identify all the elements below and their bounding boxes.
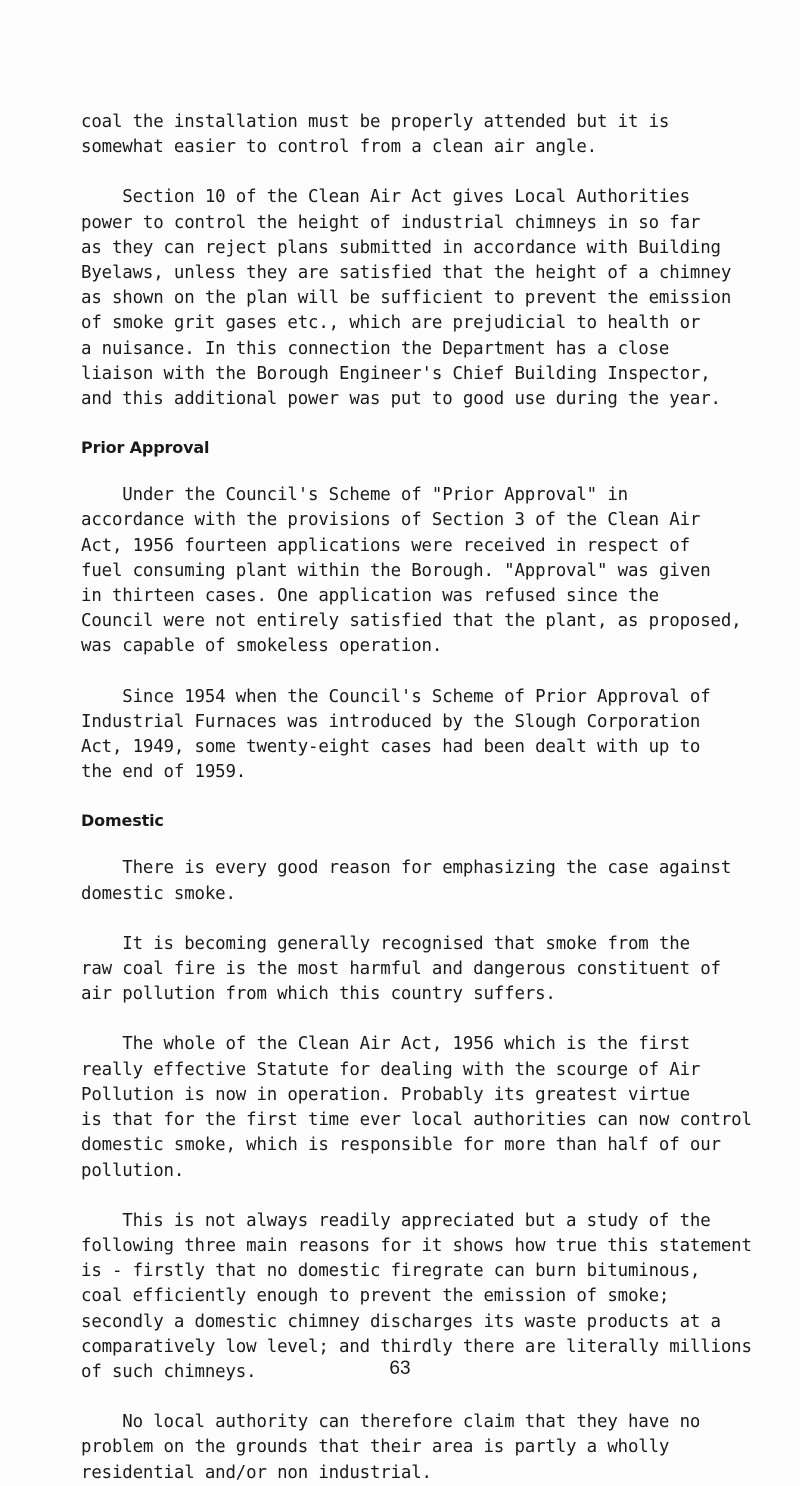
text-line: following three main reasons for it shows how true this statement: [81, 1235, 752, 1256]
text-line: air pollution from which this country suffers.: [81, 984, 556, 1005]
text-line: Act, 1956 fourteen applications were received in respect of: [81, 535, 690, 556]
text-line: Section 10 of the Clean Air Act gives Local Authorities: [81, 187, 690, 208]
text-line: as shown on the plan will be sufficient to prevent the emission: [81, 288, 732, 309]
text-line: of smoke grit gases etc., which are prejudicial to health or: [81, 313, 701, 334]
text-line: Byelaws, unless they are satisfied that the height of a chimney: [81, 263, 732, 284]
text-line: in thirteen cases. One application was refused since the: [81, 586, 659, 607]
text-line: really effective Statute for dealing with the scourge of Air: [81, 1059, 701, 1080]
text-line: Since 1954 when the Council's Scheme of Prior Approval of: [81, 686, 711, 707]
text-line: Pollution is now in operation. Probably its greatest virtue: [81, 1084, 690, 1105]
text-line: power to control the height of industrial chimneys in so far: [81, 212, 701, 233]
text-line: No local authority can therefore claim that they have no: [81, 1412, 701, 1433]
paragraph-no-local-authority: [81, 1410, 786, 1486]
paragraph-whole-clean-air-act: [81, 1032, 786, 1183]
text-line: coal the installation must be properly attended but it is: [81, 112, 670, 132]
text-line: was capable of smokeless operation.: [81, 636, 443, 657]
text-line: domestic smoke.: [81, 883, 236, 904]
text-line: Council were not entirely satisfied that the plant, as proposed,: [81, 611, 742, 632]
text-line: secondly a domestic chimney discharges its waste products at a: [81, 1311, 721, 1332]
text-line: It is becoming generally recognised that smoke from the: [81, 933, 690, 954]
paragraph-coal-installation: [81, 110, 786, 160]
text-line: residential and/or non industrial.: [81, 1462, 432, 1483]
page-number: 63: [389, 1358, 411, 1379]
paragraph-since-1954: [81, 685, 786, 786]
text-line: This is not always readily appreciated but a study of the: [81, 1210, 711, 1231]
document-body: [81, 110, 786, 1486]
text-line: domestic smoke, which is responsible for more than half of our: [81, 1135, 721, 1156]
text-line: fuel consuming plant within the Borough. "Approval" was given: [81, 560, 711, 581]
heading-domestic: Domestic: [81, 811, 164, 831]
text-line: The whole of the Clean Air Act, 1956 which is the first: [81, 1034, 690, 1055]
text-line: comparatively low level; and thirdly there are literally millions: [81, 1336, 752, 1357]
text-line: Industrial Furnaces was introduced by the Slough Corporation: [81, 711, 701, 732]
text-line: pollution.: [81, 1160, 185, 1181]
text-line: of such chimneys.: [81, 1361, 257, 1382]
text-line: the end of 1959.: [81, 762, 247, 783]
text-line: somewhat easier to control from a clean air angle.: [81, 137, 598, 158]
text-line: Act, 1949, some twenty-eight cases had been dealt with up to: [81, 737, 701, 758]
text-line: There is every good reason for emphasizing the case against: [81, 858, 732, 879]
text-line: liaison with the Borough Engineer's Chief Building Inspector,: [81, 363, 711, 384]
text-line: coal efficiently enough to prevent the emission of smoke;: [81, 1286, 670, 1307]
text-line: as they can reject plans submitted in accordance with Building: [81, 237, 721, 258]
paragraph-generally-recognised: [81, 932, 786, 1008]
text-line: is - firstly that no domestic firegrate can burn bituminous,: [81, 1261, 701, 1282]
paragraph-prior-approval-scheme: [81, 483, 786, 659]
text-line: raw coal fire is the most harmful and dangerous constituent of: [81, 959, 721, 980]
paragraph-section-10: [81, 185, 786, 412]
text-line: is that for the first time ever local authorities can now control: [81, 1110, 752, 1131]
text-line: problem on the grounds that their area is partly a wholly: [81, 1437, 670, 1458]
text-line: Under the Council's Scheme of "Prior Approval" in: [81, 485, 628, 506]
paragraph-every-good-reason: [81, 856, 786, 906]
heading-prior-approval: Prior Approval: [81, 438, 210, 458]
text-line: accordance with the provisions of Section 3 of the Clean Air: [81, 510, 701, 531]
text-line: and this additional power was put to good use during the year.: [81, 389, 721, 410]
text-line: a nuisance. In this connection the Department has a close: [81, 338, 670, 359]
